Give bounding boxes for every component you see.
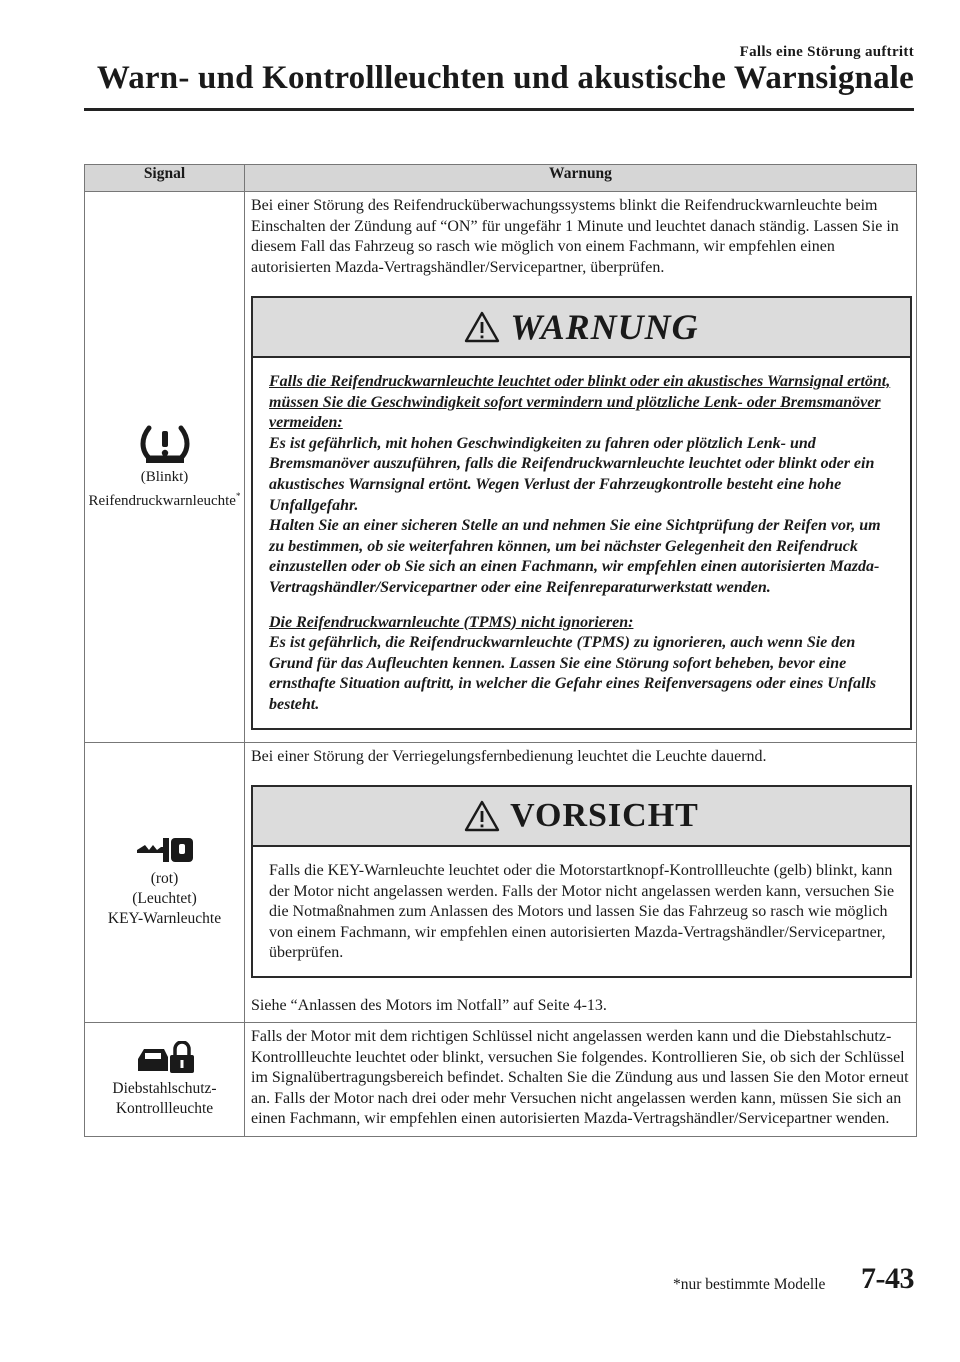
signal-name-label-line1: Diebstahlschutz- bbox=[112, 1079, 217, 1097]
warning-triangle-icon bbox=[464, 800, 500, 832]
column-header-signal: Signal bbox=[85, 165, 245, 192]
header-rule bbox=[84, 108, 914, 111]
signal-name-label: Reifendruckwarnleuchte* bbox=[88, 491, 241, 510]
signal-state-label: (Blinkt) bbox=[140, 469, 189, 486]
caution-box-header bbox=[253, 787, 910, 847]
warning-box-header bbox=[253, 298, 910, 358]
car-lock-icon bbox=[134, 1041, 196, 1075]
column-header-warning: Warnung bbox=[245, 165, 917, 192]
warning-text: Bei einer Störung der Verriegelungsfernbedienung leuchtet die Leuchte dauernd. bbox=[251, 747, 767, 765]
warning-cell-immobilizer bbox=[245, 1023, 917, 1137]
caution-box-title: VORSICHT bbox=[510, 796, 699, 834]
signal-color-label: (rot) bbox=[150, 870, 179, 888]
warning-paragraph-2: Halten Sie an einer sicheren Stelle an und nehmen Sie eine Sichtprüfung der Reifen vor, um zu bestimmen, ob sie weiterfahren können, um bei nächster Gelegenheit den Reifendruck einzustellen oder ob Sie sich an einen Fachmann, wir empfehlen einen autorisierten Mazda-Vertragshändler/Servicepartner oder eine Reifenreparaturwerkstatt wenden. bbox=[269, 517, 881, 596]
table-row bbox=[85, 742, 917, 1023]
cross-reference: Siehe “Anlassen des Motors im Notfall” auf Seite 4-13. bbox=[251, 996, 607, 1014]
signal-name-label: KEY-Warnleuchte bbox=[107, 910, 222, 928]
table-row bbox=[85, 192, 917, 743]
warning-cell-tpms bbox=[245, 192, 917, 743]
warning-heading-2: Die Reifendruckwarnleuchte (TPMS) nicht ignorieren: bbox=[269, 613, 634, 631]
table-header-row bbox=[85, 165, 917, 192]
warning-heading-1: Falls die Reifendruckwarnleuchte leuchtet oder blinkt oder ein akustisches Warnsignal ertönt, müssen Sie die Geschwindigkeit sofort vermindern und plötzliche Lenk- oder Bremsmanöver vermeiden: bbox=[269, 373, 891, 432]
page-title: Warn- und Kontrollleuchten und akustische Warnsignale bbox=[96, 60, 914, 96]
table-row bbox=[85, 1023, 917, 1137]
signal-cell-tpms bbox=[85, 192, 245, 743]
warning-box-body bbox=[253, 358, 910, 728]
warning-paragraph-3: Es ist gefährlich, die Reifendruckwarnleuchte (TPMS) zu ignorieren, auch wenn Sie den Grund für das Aufleuchten kennen. Lassen Sie eine Störung sofort beheben, bevor eine ernsthafte Situation auftritt, in welcher die Gefahr eines Reifenversagens oder eines Unfalls besteht. bbox=[269, 634, 877, 713]
key-warning-icon bbox=[135, 835, 195, 865]
section-header: Falls eine Störung auftritt bbox=[739, 44, 914, 60]
signal-cell-immobilizer bbox=[85, 1023, 245, 1137]
warning-lights-table bbox=[84, 164, 917, 1137]
warning-triangle-icon bbox=[464, 311, 500, 343]
signal-name-label-line2: Kontrollleuchte bbox=[115, 1099, 214, 1117]
warning-cell-key bbox=[245, 742, 917, 1023]
model-footnote-mark: * bbox=[235, 491, 241, 502]
caution-box-body bbox=[253, 847, 910, 976]
warning-text: Bei einer Störung des Reifendrucküberwachungssystems blinkt die Reifendruckwarnleuchte beim Einschalten der Zündung auf “ON” für ungefähr 1 Minute und leuchtet danach ständig. Lassen Sie in diesem Fall das Fahrzeug so rasch wie möglich von einem Fachmann, wir empfehlen einen autorisierten Mazda-Vertragshändler/Servicepartner, überprüfen. bbox=[251, 197, 899, 276]
signal-state-label: (Leuchtet) bbox=[132, 890, 197, 908]
caution-box bbox=[251, 785, 912, 978]
signal-cell-key bbox=[85, 742, 245, 1023]
page-number: 7-43 bbox=[861, 1262, 914, 1295]
tire-pressure-warning-icon bbox=[137, 422, 193, 464]
caution-paragraph: Falls die KEY-Warnleuchte leuchtet oder die Motorstartknopf-Kontrollleuchte (gelb) blinkt, kann der Motor nicht angelassen werden. Falls der Motor nicht angelassen werden kann, versuchen Sie die Notmaßnahmen zum Anlassen des Motors und lassen Sie das Fahrzeug so rasch wie möglich von einem Fachmann, wir empfehlen einen autorisierten Mazda-Vertragshändler/Servicepartner, überprüfen. bbox=[269, 862, 895, 962]
warning-text: Falls der Motor mit dem richtigen Schlüssel nicht angelassen werden kann und die Diebstahlschutz-Kontrollleuchte leuchtet oder blinkt, versuchen Sie folgendes. Kontrollieren Sie, ob sich der Schlüssel im Signalübertragungsbereich befindet. Schalten Sie die Zündung aus und lassen Sie den Motor erneut an. Falls der Motor nach drei oder mehr Versuchen nicht angelassen werden kann, müssen Sie sich an einen Fachmann, wir empfehlen einen autorisierten Mazda-Vertragshändler/Servicepartner wenden. bbox=[251, 1028, 909, 1128]
warning-box-title: WARNUNG bbox=[510, 306, 699, 347]
footnote: *nur bestimmte Modelle bbox=[673, 1276, 826, 1293]
warning-paragraph-1: Es ist gefährlich, mit hohen Geschwindigkeiten zu fahren oder plötzlich Lenk- und Bremsmanöver auszuführen, falls die Reifendruckwarnleuchte leuchtet oder blinkt oder ein akustisches Warnsignal ertönt. Wegen Verlust der Fahrzeugkontrolle besteht eine hohe Unfallgefahr. bbox=[269, 434, 875, 514]
warning-box bbox=[251, 296, 912, 730]
